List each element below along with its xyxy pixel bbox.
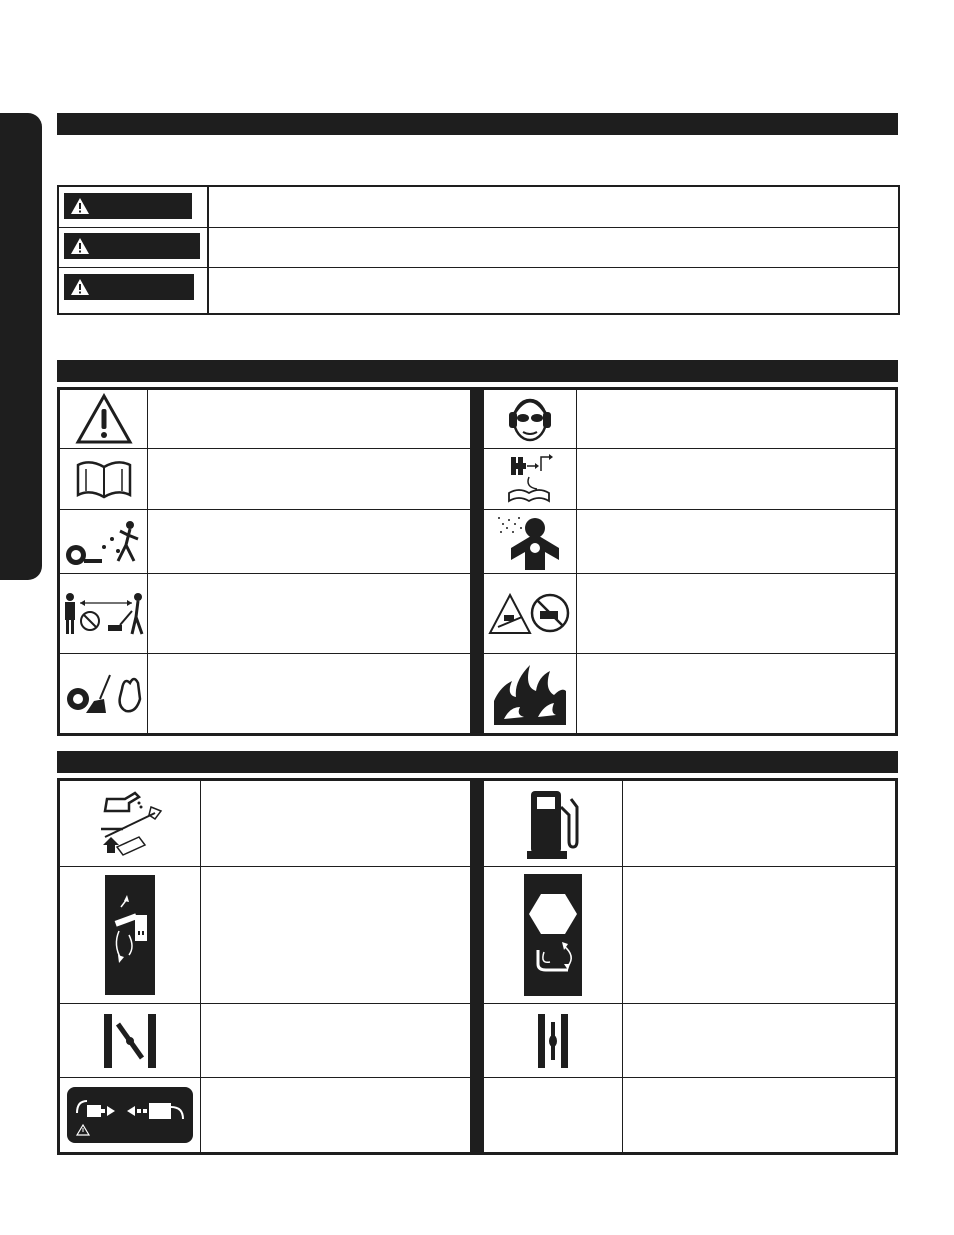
signal-row (59, 268, 898, 313)
symbol-cell (484, 390, 576, 448)
safety-symbols-grid (57, 387, 898, 736)
symbol-cell (484, 510, 576, 573)
control-cell (484, 781, 622, 866)
control-cell (60, 867, 200, 1003)
symbol-cell (484, 654, 576, 733)
keep-bystanders-away-icon (62, 589, 146, 639)
signal-row (59, 187, 898, 228)
top-heading-bar (57, 113, 898, 135)
symbol-cell (60, 574, 147, 653)
signal-words-table (57, 185, 900, 315)
fire-hazard-icon (490, 661, 570, 727)
danger-label (64, 193, 192, 219)
empty-icon (484, 1078, 622, 1152)
choke-closed-icon (102, 1012, 158, 1070)
remove-key-icon (505, 451, 555, 507)
symbol-cell (60, 449, 147, 509)
drive-engage-icon (67, 1087, 193, 1143)
controls-heading-bar (57, 751, 898, 773)
toxic-fumes-icon (495, 514, 565, 570)
warning-label (64, 233, 200, 259)
symbol-cell (484, 574, 576, 653)
rotating-blades-icon (64, 669, 144, 719)
grid-gutter (470, 390, 484, 733)
control-cell (60, 1004, 200, 1077)
grid-row-line (60, 573, 895, 574)
control-cell (484, 867, 622, 1003)
stop-lever-icon (524, 874, 582, 996)
read-manual-icon (74, 459, 134, 499)
grid-divider (576, 390, 577, 733)
warning-triangle-icon (70, 197, 90, 215)
grid-divider (147, 390, 148, 733)
fuel-pump-icon (525, 787, 581, 861)
control-cell (484, 1004, 622, 1077)
control-symbols-grid (57, 778, 898, 1155)
eye-ear-protection-icon (507, 392, 553, 446)
symbol-cell (60, 654, 147, 733)
choke-open-icon (536, 1012, 570, 1070)
engine-oil-icon (95, 789, 165, 859)
grid-row-line (60, 448, 895, 449)
symbol-cell (484, 449, 576, 509)
safety-alert-icon (75, 393, 133, 445)
symbols-heading-bar (57, 360, 898, 382)
throttle-lever-icon (105, 875, 155, 995)
control-cell (60, 781, 200, 866)
caution-label (64, 274, 194, 300)
slope-hazard-icon (488, 591, 572, 637)
grid-gutter (470, 781, 484, 1152)
grid-divider (200, 781, 201, 1152)
thrown-objects-icon (64, 517, 144, 567)
control-cell (60, 1078, 200, 1152)
symbol-cell (60, 390, 147, 448)
warning-triangle-icon (70, 278, 90, 296)
grid-row-line (60, 509, 895, 510)
warning-triangle-icon (70, 237, 90, 255)
side-tab (0, 113, 42, 580)
grid-divider (622, 781, 623, 1152)
signal-row (59, 228, 898, 268)
grid-row-line (60, 653, 895, 654)
symbol-cell (60, 510, 147, 573)
